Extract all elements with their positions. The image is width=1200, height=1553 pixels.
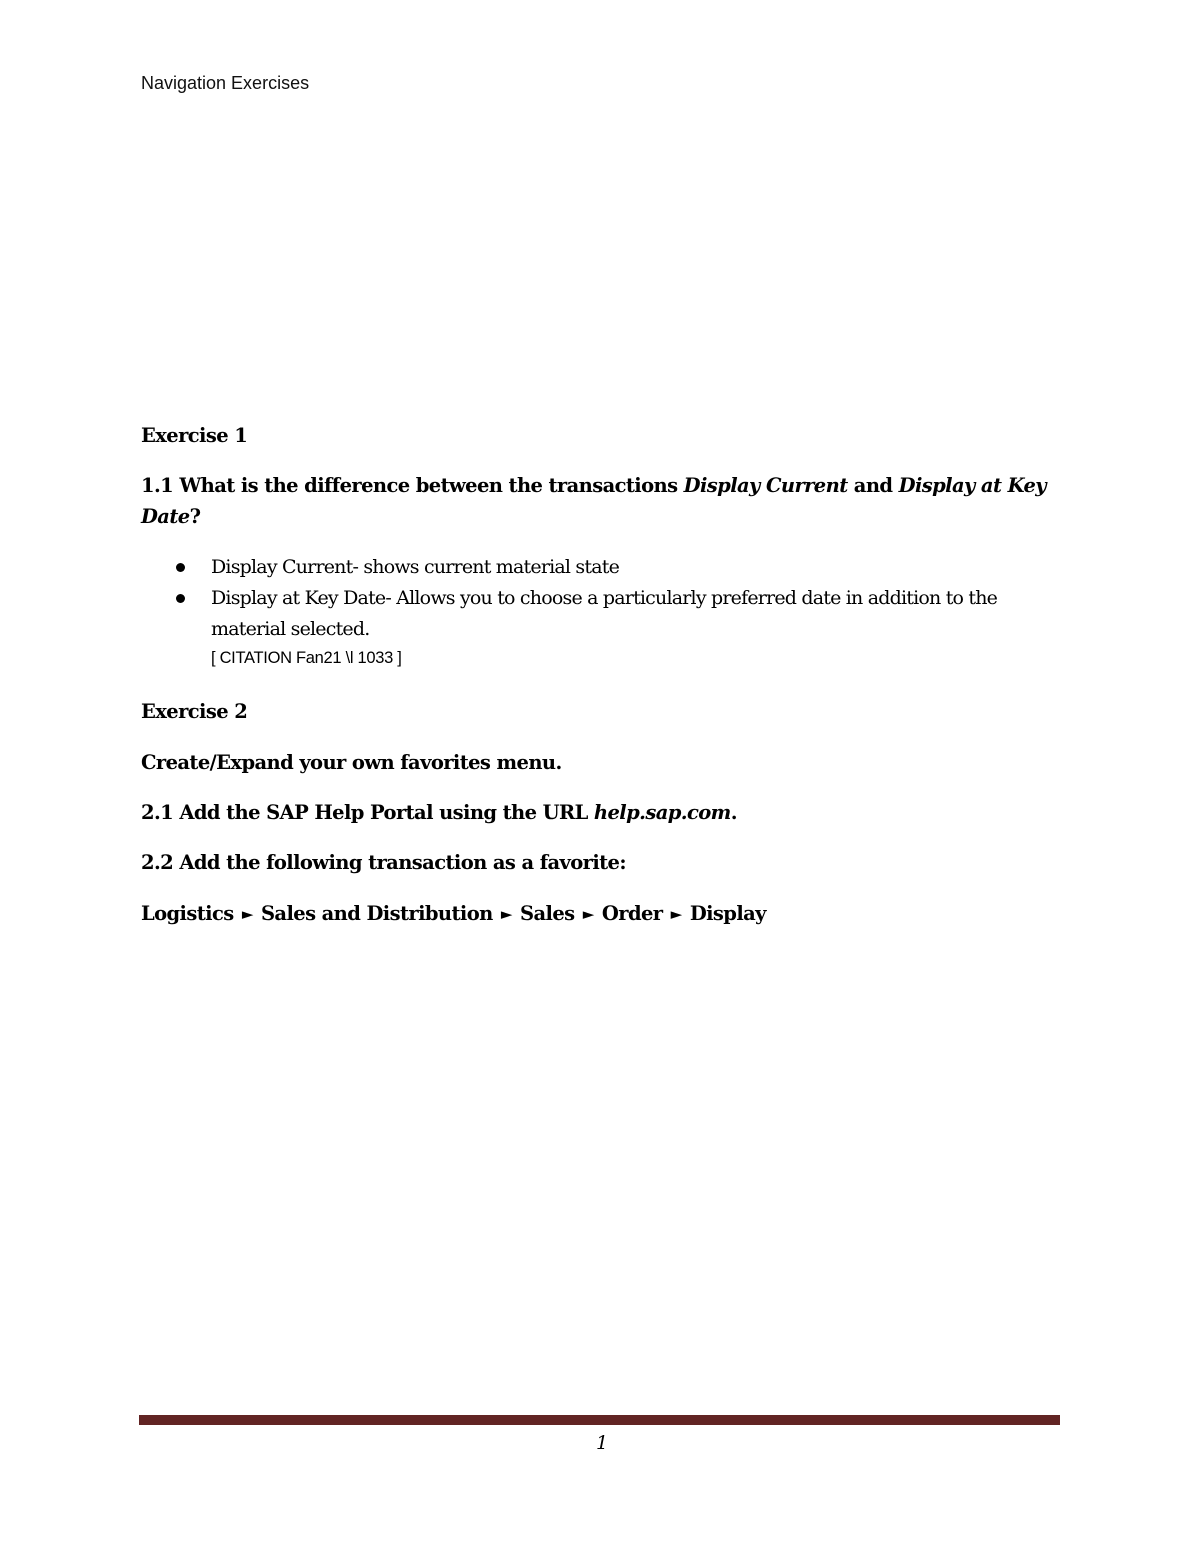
arrow-right-icon: ►	[241, 905, 253, 923]
question-prefix: 2.1 Add the SAP Help Portal using the URL	[141, 801, 594, 824]
exercise-2-heading: Exercise 2	[141, 700, 248, 723]
question-1-1	[141, 470, 1061, 532]
citation-field: [ CITATION Fan21 \l 1033 ]	[211, 649, 402, 667]
term-display-at-key-date: Display at Key Date	[141, 474, 1047, 528]
question-2-1	[141, 797, 1061, 828]
exercise-1-heading: Exercise 1	[141, 424, 248, 447]
path-step-sales: Sales	[520, 902, 575, 925]
bullet-icon	[176, 594, 185, 603]
arrow-right-icon: ►	[582, 905, 594, 923]
list-item-text: Display at Key Date- Allows you to choose a particularly preferred date in addition to the material selected.	[211, 587, 998, 640]
list-item	[141, 552, 1061, 583]
question-prefix: 1.1 What is the difference between the transactions	[141, 474, 684, 497]
arrow-right-icon: ►	[670, 905, 682, 923]
arrow-right-icon: ►	[500, 905, 512, 923]
page-number: 1	[596, 1432, 609, 1454]
page-header: Navigation Exercises	[141, 73, 310, 93]
question-2-2: 2.2 Add the following transaction as a favorite:	[141, 851, 626, 874]
bullet-icon	[176, 563, 185, 572]
question-suffix: .	[730, 801, 737, 824]
question-suffix: ?	[189, 505, 201, 528]
path-step-display: Display	[689, 902, 766, 925]
path-step-logistics: Logistics	[141, 902, 234, 925]
list-item	[141, 583, 1061, 645]
footer-divider	[139, 1415, 1060, 1425]
answer-list	[141, 552, 1061, 645]
path-step-sales-and-distribution: Sales and Distribution	[260, 902, 493, 925]
path-step-order: Order	[601, 902, 663, 925]
exercise-2-intro: Create/Expand your own favorites menu.	[141, 751, 562, 774]
help-portal-url: help.sap.com	[593, 801, 731, 824]
question-mid: and	[847, 474, 899, 497]
term-display-current: Display Current	[683, 474, 848, 497]
transaction-path	[141, 898, 1061, 930]
list-item-text: Display Current- shows current material state	[211, 556, 620, 578]
